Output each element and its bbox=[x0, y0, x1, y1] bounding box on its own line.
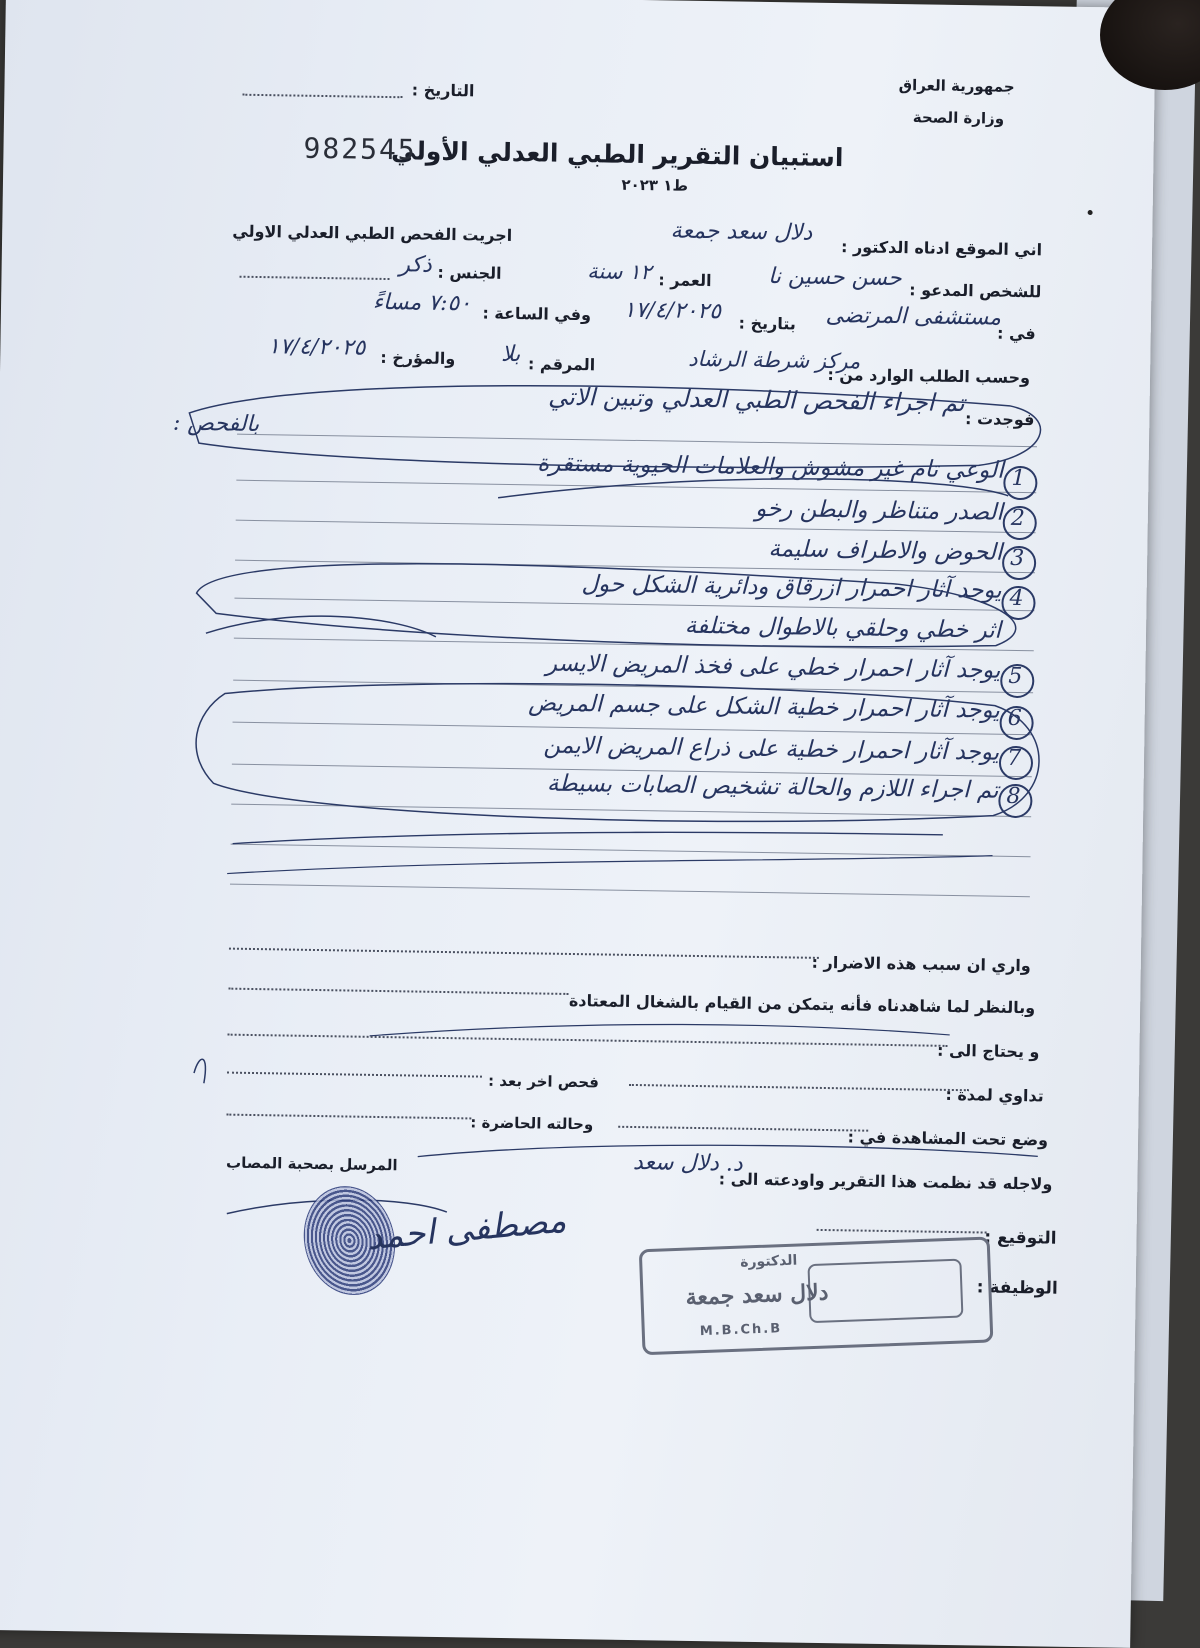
sex-value: ذكر bbox=[399, 252, 432, 278]
finding-text: تم اجراء اللازم والحالة تشخيص الصابات بسيطة bbox=[546, 770, 999, 804]
finding-text: الصدر متناظر والبطن رخو bbox=[755, 495, 1004, 526]
deposit-label: ولاجله قد نظمت هذا التقرير واودعته الى : bbox=[718, 1169, 1053, 1194]
person-value: حسن حسين نا bbox=[767, 264, 902, 292]
finding-text: الحوض والاطراف سليمة bbox=[768, 536, 1003, 566]
date-of-exam-label: بتاريخ : bbox=[738, 313, 797, 334]
needs-label: و يحتاج الى : bbox=[936, 1040, 1040, 1062]
finding-number: 8 bbox=[1006, 783, 1021, 810]
sex-label: الجنس : bbox=[437, 262, 502, 283]
found-label: فوجدت : bbox=[964, 409, 1035, 430]
finding-text: يوجد آثار احمرار خطية الشكل على جسم المريض bbox=[527, 690, 1001, 724]
signature-label: التوقيع : bbox=[984, 1227, 1057, 1249]
doctor-label: اني الموقع ادناه الدكتور : bbox=[840, 237, 1043, 260]
form-code: ط١ ٢٠٢٣ bbox=[621, 175, 689, 195]
number-label: المرقم : bbox=[527, 354, 596, 375]
in-value: مستشفى المرتضى bbox=[825, 302, 1002, 331]
serial-number: 982545 bbox=[303, 131, 417, 167]
found-value-2: بالفحص : bbox=[172, 410, 260, 438]
finding-number: 4 bbox=[1009, 585, 1024, 612]
deposit-value: د. دلال سعد bbox=[632, 1149, 743, 1177]
stamp-name: دلال سعد جمعة bbox=[685, 1279, 829, 1311]
current-label: وحالته الحاضرة : bbox=[470, 1113, 594, 1134]
date-label: التاريخ : bbox=[411, 80, 475, 101]
stamp-inner-box bbox=[807, 1259, 963, 1324]
finding-number: 5 bbox=[1008, 663, 1023, 690]
finding-number: 3 bbox=[1010, 545, 1025, 572]
reexam-label: فحص اخر بعد : bbox=[487, 1071, 600, 1092]
finding-text: يوجد آثار احمرار خطية على ذراع المريض الايمن bbox=[543, 732, 1000, 766]
request-label: وحسب الطلب الوارد من : bbox=[827, 364, 1031, 388]
stamp-title: الدكتورة bbox=[739, 1252, 798, 1271]
dated-label: والمؤرخ : bbox=[380, 347, 456, 369]
finding-text: الوعي تام غير مشوش والعلامات الحيوية مستقرة bbox=[537, 450, 1004, 484]
cause-label: واري ان سبب هذه الاضرار : bbox=[811, 952, 1031, 976]
stamp-code: M.B.Ch.B bbox=[699, 1321, 783, 1340]
treat-label: تداوي لمدة : bbox=[945, 1084, 1044, 1106]
finding-number: 7 bbox=[1006, 745, 1022, 772]
age-label: العمر : bbox=[658, 270, 712, 291]
ministry-name: وزارة الصحة bbox=[912, 108, 1005, 128]
person-label: للشخص المدعو : bbox=[909, 280, 1042, 302]
view-label: وبالنظر لما شاهدناه فأنه يتمكن من القيام بالشغال المعتادة bbox=[568, 990, 1036, 1018]
observe-label: وضع تحت المشاهدة في : bbox=[847, 1127, 1049, 1150]
found-value: تم اجراء الفحص الطبي العدلي وتبين الاتي bbox=[547, 382, 965, 418]
finding-text: يوجد آثار احمرار خطي على فخذ المريض الايسر bbox=[545, 650, 1001, 684]
page-title: استبيان التقرير الطبي العدلي الأولي bbox=[390, 136, 844, 173]
time-value: ٧:٥٠ مساءً bbox=[372, 289, 472, 317]
sender-label: المرسل بصحبة المصاب bbox=[225, 1153, 398, 1175]
doctor-stamp bbox=[639, 1236, 994, 1355]
doctor-value: دلال سعد جمعة bbox=[670, 218, 813, 246]
date-of-exam-value: ١٧/٤/٢٠٢٥ bbox=[623, 297, 722, 325]
age-value: ١٢ سنة bbox=[587, 259, 652, 285]
finding-number: 2 bbox=[1010, 505, 1026, 532]
job-label: الوظيفة : bbox=[976, 1277, 1058, 1299]
number-value: بلا bbox=[500, 341, 521, 368]
request-value: مركز شرطة الرشاد bbox=[688, 346, 861, 374]
finding-text: يوجد آثار احمرار ازرقاق ودائرية الشكل حول bbox=[581, 571, 1002, 604]
finding-number: 1 bbox=[1011, 465, 1026, 492]
in-label: في : bbox=[996, 323, 1036, 344]
country-name: جمهورية العراق bbox=[898, 76, 1015, 96]
exam-done-text: اجريت الفحص الطبي العدلي الاولي bbox=[232, 221, 513, 245]
patient-signature: مصطفى احمد bbox=[365, 1200, 568, 1259]
time-label: وفي الساعة : bbox=[482, 303, 592, 325]
finding-number: 6 bbox=[1007, 705, 1022, 732]
finding-text: اثر خطي وحلقي بالاطوال مختلفة bbox=[684, 612, 1002, 644]
dated-value: ١٧/٤/٢٠٢٥ bbox=[267, 334, 366, 361]
